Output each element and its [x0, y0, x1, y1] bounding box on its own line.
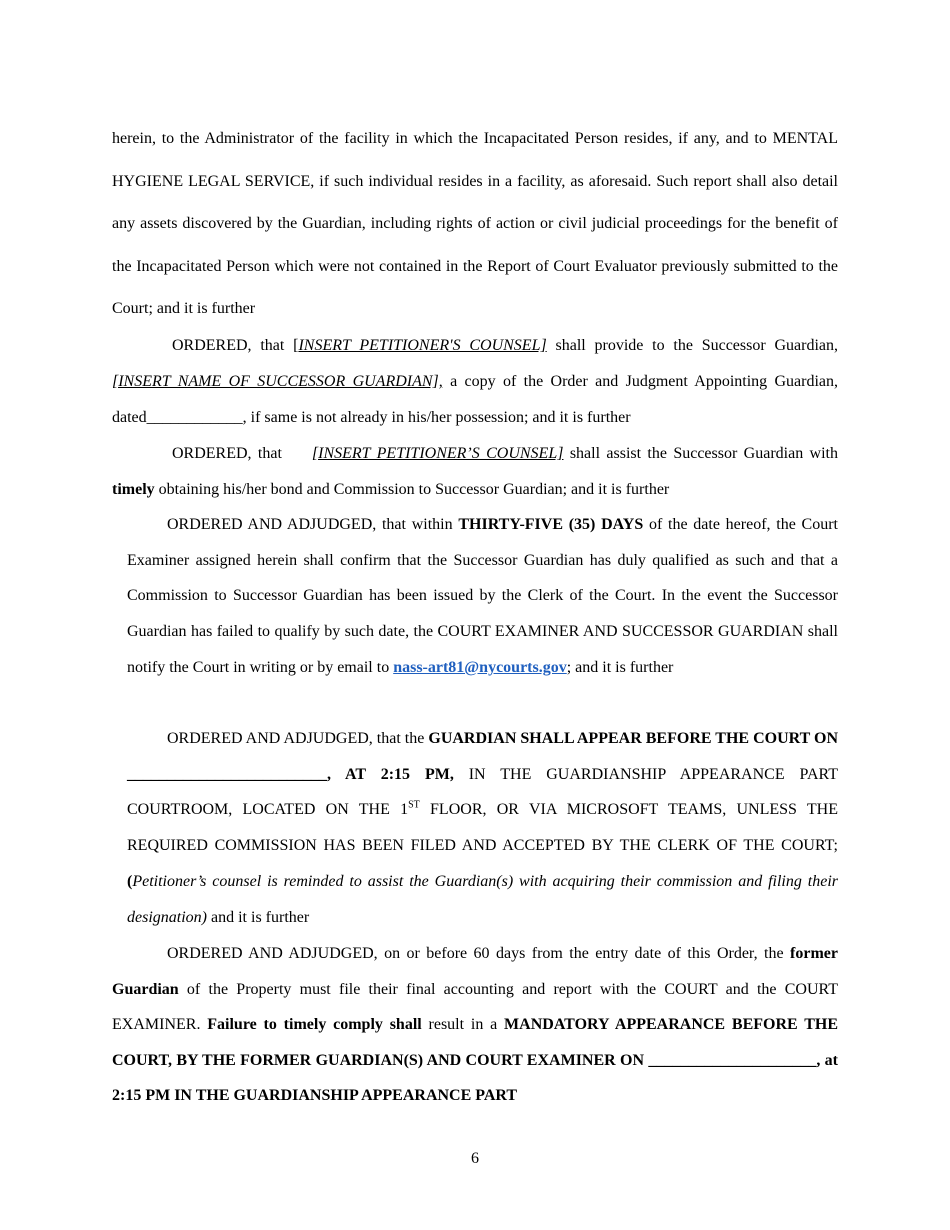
petitioner-counsel-placeholder: [INSERT PETITIONER’S COUNSEL]	[311, 445, 564, 462]
mandatory-appearance-emphasis: MANDATORY APPEARANCE BEFORE THE COURT, BY THE FORMER GUARDIAN(S) AND COURT EXAMINER ON _____________________, at 2:15 PM IN THE GUARDIANSHIP APPEARANCE PART	[112, 1016, 839, 1105]
order-text: ORDERED AND ADJUDGED, on or before 60 days from the entry date of this Order, the	[167, 945, 791, 962]
paragraph-bond-assist	[112, 436, 838, 508]
paragraph-order-copy	[112, 328, 838, 436]
order-text: ORDERED AND ADJUDGED, that the	[167, 730, 429, 747]
paragraph-report-details	[112, 118, 838, 331]
order-text: result in a	[421, 1016, 505, 1034]
order-text: ORDERED, that	[172, 445, 282, 462]
court-email-link[interactable]: nass-art81@nycourts.gov	[393, 658, 567, 676]
paragraph-text: herein, to the Administrator of the facility in which the Incapacitated Person resides, if any, and to MENTAL HYGIENE LEGAL SERVICE, if such individual resides in a facility, as aforesaid. Such report shall also detail any assets discovered by the Guardian, including rights of action or civil judicial proceedings for the benefit of the Incapacitated Person which were not contained in the Report of Court Evaluator previously submitted to the Court; and it is further	[112, 130, 838, 317]
order-text: ; and it is further	[566, 658, 674, 676]
paragraph-guardian-appear	[127, 721, 838, 935]
order-text: ORDERED, that [	[172, 337, 299, 354]
order-text: IN THE GUARDIANSHIP APPEARANCE PART COURTROOM, LOCATED ON THE 1	[127, 765, 838, 819]
failure-emphasis: Failure to timely comply shall	[207, 1016, 422, 1034]
order-text: obtaining his/her bond and Commission to Successor Guardian; and it is further	[154, 481, 670, 498]
petitioner-counsel-placeholder: INSERT PETITIONER'S COUNSEL]	[298, 337, 547, 354]
parenthesis: (	[127, 872, 133, 890]
order-text: of the Property must file their final accounting and report with the COURT and the COURT EXAMINER.	[112, 980, 838, 1034]
ordinal-superscript: ST	[408, 800, 420, 812]
timely-emphasis: timely	[112, 481, 155, 498]
deadline-emphasis: THIRTY-FIVE (35) DAYS	[458, 516, 644, 533]
order-text: shall assist the Successor Guardian with	[563, 445, 839, 462]
appearance-emphasis: GUARDIAN SHALL APPEAR BEFORE THE COURT ON _________________________, AT 2:15 PM,	[127, 730, 839, 783]
page-number: 6	[471, 1150, 479, 1167]
former-guardian-emphasis: former Guardian	[112, 945, 838, 998]
order-text: of the date hereof, the Court Examiner assigned herein shall confirm that the Successor Guardian has duly qualified as such and that a Commission to Successor Guardian has been issued by the Clerk of the Court. In the event the Successor Guardian has failed to qualify by such date, the COURT EXAMINER AND SUCCESSOR GUARDIAN shall notify the Court in writing or by email to	[127, 516, 838, 676]
order-text: a copy of the Order and Judgment Appointing Guardian, dated____________, if same is not already in his/her possession; and it is further	[112, 373, 839, 426]
counsel-reminder: Petitioner’s counsel is reminded to assist the Guardian(s) with acquiring their commission and filing their designation)	[127, 872, 838, 926]
paragraph-court-examiner-confirm	[127, 507, 838, 686]
order-text: shall provide to the Successor Guardian,	[546, 337, 838, 354]
successor-guardian-placeholder: [INSERT NAME OF SUCCESSOR GUARDIAN],	[112, 373, 443, 390]
order-text: FLOOR, OR VIA MICROSOFT TEAMS, UNLESS THE REQUIRED COMMISSION HAS BEEN FILED AND ACCEPTED BY THE CLERK OF THE COURT;	[127, 801, 839, 855]
paragraph-former-guardian	[112, 936, 838, 1114]
order-text: ORDERED AND ADJUDGED, that within	[167, 516, 459, 533]
order-text: and it is further	[207, 908, 310, 926]
